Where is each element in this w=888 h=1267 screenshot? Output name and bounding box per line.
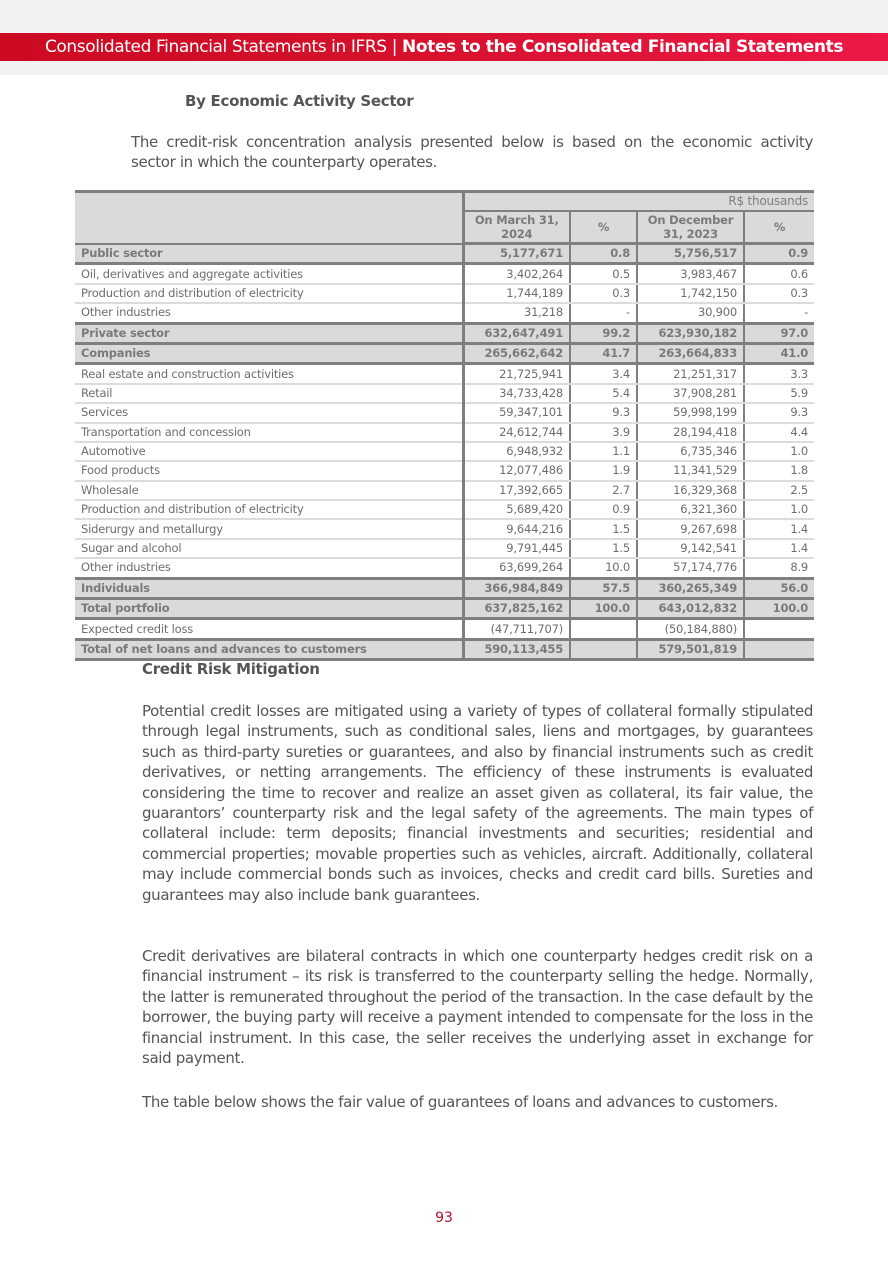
row-label: Total portfolio [75,599,463,619]
header-blank-cell [75,192,463,244]
pct-mar-2024: 3.4 [570,364,637,384]
value-dec-2023: 5,756,517 [637,244,744,264]
pct-mar-2024: 0.3 [570,284,637,303]
value-dec-2023: 9,142,541 [637,539,744,558]
pct-dec-2023: 2.5 [744,481,814,500]
header-title: Notes to the Consolidated Financial Statements [402,37,844,57]
mitigation-heading: Credit Risk Mitigation [142,660,320,678]
table-row [75,244,814,264]
value-dec-2023: 59,998,199 [637,403,744,422]
pct-mar-2024 [570,639,637,659]
header-section: Consolidated Financial Statements in IFRS [44,37,387,57]
pct-mar-2024 [570,619,637,639]
value-mar-2024: 34,733,428 [463,384,570,403]
value-dec-2023: 623,930,182 [637,323,744,343]
value-mar-2024: 366,984,849 [463,578,570,598]
mitigation-paragraph-1: Potential credit losses are mitigated using a variety of types of collateral formally stipulated through legal instruments, such as conditional sales, liens and mortgages, by guarantees such as third-party sureties or guarantees, and also by financial instruments such as credit derivatives, or netting arrangements. The efficiency of these instruments is evaluated considering the time to recover and realize an asset given as collateral, its fair value, the guarantors’ counterparty risk and the legal safety of the agreements. The main types of collateral include: term deposits; financial investments and securities; residential and commercial properties; movable properties such as vehicles, aircraft. Additionally, collateral may include commercial bonds such as invoices, checks and credit card bills. Sureties and guarantees may also include bank guarantees. [142,702,813,904]
pct-mar-2024: 1.1 [570,442,637,461]
row-label: Production and distribution of electricity [75,284,463,303]
top-margin-band [0,0,888,33]
pct-mar-2024: 1.9 [570,461,637,480]
value-mar-2024: 59,347,101 [463,403,570,422]
pct-dec-2023 [744,619,814,639]
unit-row [75,192,814,212]
value-mar-2024: 265,662,642 [463,343,570,363]
value-mar-2024: 1,744,189 [463,284,570,303]
row-label: Expected credit loss [75,619,463,639]
value-dec-2023: 6,321,360 [637,500,744,519]
pct-dec-2023: 8.9 [744,558,814,578]
pct-mar-2024: 0.9 [570,500,637,519]
row-label: Total of net loans and advances to customers [75,639,463,659]
row-label: Other industries [75,303,463,323]
value-mar-2024: 6,948,932 [463,442,570,461]
table-row [75,343,814,363]
col-header-pct-2024: % [570,211,637,244]
page-number: 93 [435,1210,453,1226]
table-row [75,481,814,500]
table-row [75,599,814,619]
row-label: Siderurgy and metallurgy [75,519,463,538]
row-label: Transportation and concession [75,423,463,442]
value-mar-2024: 24,612,744 [463,423,570,442]
value-mar-2024: 3,402,264 [463,264,570,284]
header-separator: | [386,37,403,57]
pct-mar-2024: 0.8 [570,244,637,264]
pct-mar-2024: 5.4 [570,384,637,403]
pct-mar-2024: 10.0 [570,558,637,578]
row-label: Individuals [75,578,463,598]
table-row [75,639,814,659]
table-row [75,442,814,461]
pct-dec-2023: 0.3 [744,284,814,303]
row-label: Automotive [75,442,463,461]
table-row [75,578,814,598]
table-row [75,264,814,284]
value-dec-2023: 16,329,368 [637,481,744,500]
mitigation-paragraph-2: Credit derivatives are bilateral contracts in which one counterparty hedges credit risk on a financial instrument – its risk is transferred to the counterparty selling the hedge. Normally, the latter is remunerated throughout the period of the transaction. In the case default by the borrower, the buying party will receive a payment intended to compensate for the loss in the financial instrument. In this case, the seller receives the underlying asset in exchange for said payment. [142,947,813,1068]
table-row [75,323,814,343]
row-label: Food products [75,461,463,480]
pct-dec-2023: 9.3 [744,403,814,422]
value-mar-2024: 590,113,455 [463,639,570,659]
value-dec-2023: 11,341,529 [637,461,744,480]
row-label: Services [75,403,463,422]
table-row [75,619,814,639]
row-label: Wholesale [75,481,463,500]
col-header-mar-2024: On March 31, 2024 [463,211,570,244]
value-mar-2024: 17,392,665 [463,481,570,500]
pct-mar-2024: 3.9 [570,423,637,442]
unit-label: R$ thousands [463,192,814,212]
value-mar-2024: 31,218 [463,303,570,323]
pct-dec-2023: 1.4 [744,539,814,558]
table-row [75,500,814,519]
pct-dec-2023: 97.0 [744,323,814,343]
value-mar-2024: 5,177,671 [463,244,570,264]
value-dec-2023: 360,265,349 [637,578,744,598]
row-label: Sugar and alcohol [75,539,463,558]
table-row [75,539,814,558]
value-dec-2023: 643,012,832 [637,599,744,619]
value-dec-2023: 579,501,819 [637,639,744,659]
value-dec-2023: 21,251,317 [637,364,744,384]
pct-mar-2024: 1.5 [570,519,637,538]
value-dec-2023: 37,908,281 [637,384,744,403]
row-label: Companies [75,343,463,363]
table-row [75,384,814,403]
table-row [75,461,814,480]
value-mar-2024: 5,689,420 [463,500,570,519]
pct-mar-2024: 2.7 [570,481,637,500]
table-row [75,558,814,578]
pct-mar-2024: 41.7 [570,343,637,363]
table-row [75,423,814,442]
row-label: Retail [75,384,463,403]
pct-dec-2023: 3.3 [744,364,814,384]
value-dec-2023: (50,184,880) [637,619,744,639]
pct-mar-2024: 57.5 [570,578,637,598]
value-dec-2023: 1,742,150 [637,284,744,303]
table-row [75,519,814,538]
header-under-band [0,61,888,75]
table-row [75,284,814,303]
value-mar-2024: (47,711,707) [463,619,570,639]
row-label: Private sector [75,323,463,343]
col-header-dec-2023: On December 31, 2023 [637,211,744,244]
pct-mar-2024: 100.0 [570,599,637,619]
pct-mar-2024: 1.5 [570,539,637,558]
pct-dec-2023: 0.9 [744,244,814,264]
pct-dec-2023: 1.8 [744,461,814,480]
sector-heading: By Economic Activity Sector [185,92,414,110]
pct-dec-2023: 0.6 [744,264,814,284]
value-mar-2024: 21,725,941 [463,364,570,384]
table-row [75,303,814,323]
pct-dec-2023: 56.0 [744,578,814,598]
value-mar-2024: 632,647,491 [463,323,570,343]
value-mar-2024: 9,644,216 [463,519,570,538]
mitigation-paragraph-3: The table below shows the fair value of guarantees of loans and advances to customers. [142,1093,778,1111]
value-mar-2024: 9,791,445 [463,539,570,558]
value-mar-2024: 63,699,264 [463,558,570,578]
pct-dec-2023: 100.0 [744,599,814,619]
pct-dec-2023 [744,639,814,659]
table-row [75,403,814,422]
value-dec-2023: 6,735,346 [637,442,744,461]
pct-dec-2023: 1.4 [744,519,814,538]
pct-mar-2024: 9.3 [570,403,637,422]
value-dec-2023: 9,267,698 [637,519,744,538]
pct-dec-2023: 41.0 [744,343,814,363]
value-dec-2023: 57,174,776 [637,558,744,578]
running-header [0,33,888,61]
intro-paragraph: The credit-risk concentration analysis presented below is based on the economic activity sector in which the counterparty operates. [131,133,813,172]
value-dec-2023: 263,664,833 [637,343,744,363]
col-header-pct-2023: % [744,211,814,244]
credit-concentration-table [75,190,814,661]
pct-mar-2024: 99.2 [570,323,637,343]
row-label: Other industries [75,558,463,578]
pct-dec-2023: 4.4 [744,423,814,442]
pct-mar-2024: 0.5 [570,264,637,284]
row-label: Oil, derivatives and aggregate activities [75,264,463,284]
pct-dec-2023: 1.0 [744,442,814,461]
value-mar-2024: 637,825,162 [463,599,570,619]
value-dec-2023: 30,900 [637,303,744,323]
row-label: Real estate and construction activities [75,364,463,384]
pct-dec-2023: - [744,303,814,323]
row-label: Production and distribution of electricity [75,500,463,519]
value-dec-2023: 3,983,467 [637,264,744,284]
row-label: Public sector [75,244,463,264]
pct-dec-2023: 1.0 [744,500,814,519]
value-mar-2024: 12,077,486 [463,461,570,480]
pct-dec-2023: 5.9 [744,384,814,403]
value-dec-2023: 28,194,418 [637,423,744,442]
pct-mar-2024: - [570,303,637,323]
table-row [75,364,814,384]
